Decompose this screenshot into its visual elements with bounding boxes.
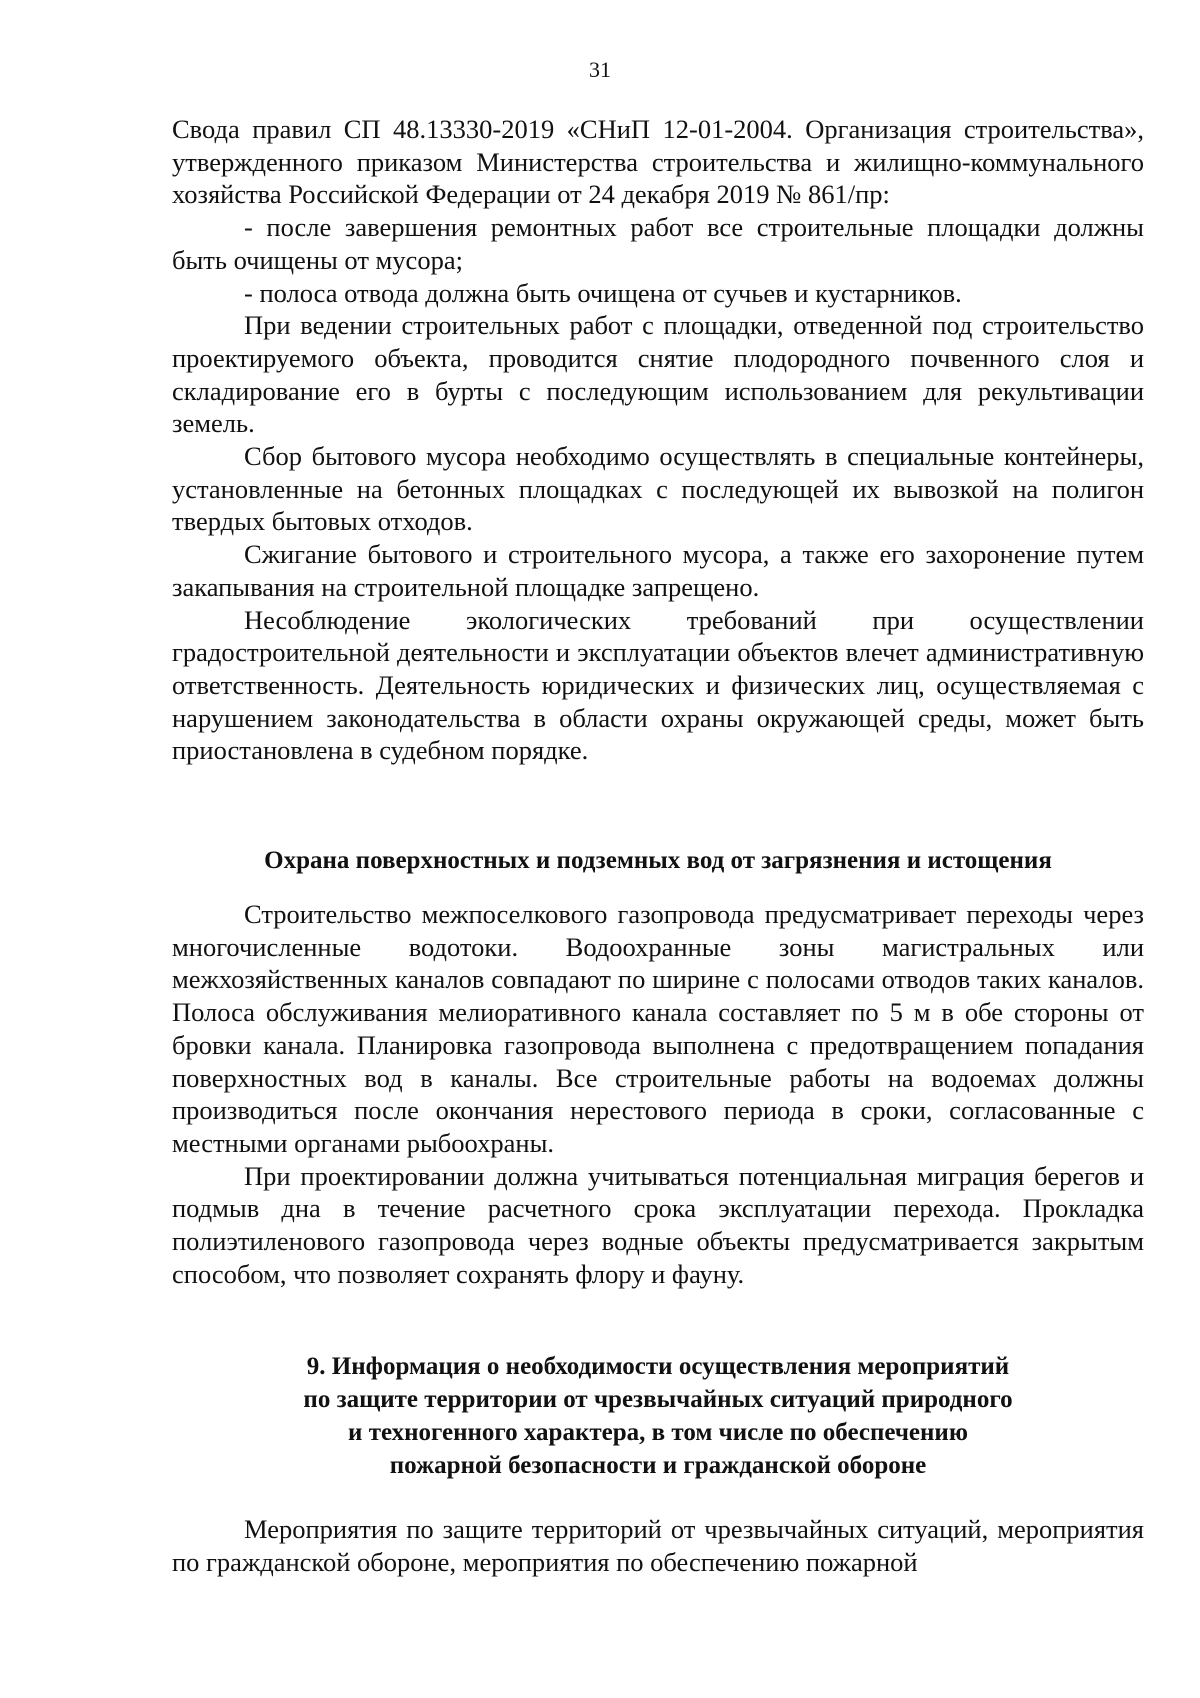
paragraph: - полоса отвода должна быть очищена от сучьев и кустарников. bbox=[244, 277, 962, 308]
paragraph: Строительство межпоселкового газопровода предусматривает переходы через многочисленные водотоки. Водоохранные зоны магистральных или межхозяйственных каналов совпадают по ширине с полосами отводов таких каналов. Полоса обслуживания мелиоративного канала составляет по 5 м в обе стороны от бровки канала. Планировка газопровода выполнена с предотвращением попадания поверхностных вод в каналы. Все строительные работы на водоемах должны производиться после окончания нерестового периода в сроки, согласованные с местными органами рыбоохраны. bbox=[172, 899, 1144, 1158]
body-text-section9 bbox=[172, 1513, 1144, 1578]
paragraph: - после завершения ремонтных работ все строительные площадки должны быть очищены от мусора; bbox=[172, 212, 1144, 275]
paragraph: Несоблюдение экологических требований при осуществлении градостроительной деятельности и эксплуатации объектов влечет административную ответственность. Деятельность юридических и физических лиц, осуществляемая с нарушением законодательства в области охраны окружающей среды, может быть приостановлена в судебном порядке. bbox=[172, 604, 1144, 766]
paragraph: При ведении строительных работ с площадки, отведенной под строительство проектируемого объекта, проводится снятие плодородного почвенного слоя и складирование его в бурты с последующим использованием для рекультивации земель. bbox=[172, 310, 1144, 439]
section-heading-water: Охрана поверхностных и подземных вод от загрязнения и истощения bbox=[264, 847, 1052, 874]
heading-line: 9. Информация о необходимости осуществления мероприятий bbox=[306, 1353, 1010, 1380]
heading-line: и техногенного характера, в том числе по обеспечению bbox=[348, 1419, 968, 1446]
heading-line: пожарной безопасности и гражданской обороне bbox=[389, 1452, 927, 1479]
section-heading-9 bbox=[172, 1350, 1144, 1482]
body-text-water bbox=[172, 898, 1144, 1290]
page-number: 31 bbox=[589, 57, 611, 82]
paragraph: Свода правил СП 48.13330-2019 «СНиП 12-01-2004. Организация строительства», утвержденного приказом Министерства строительства и жилищно-коммунального хозяйства Российской Федерации от 24 декабря 2019 № 861/пр: bbox=[172, 114, 1144, 210]
paragraph: Сжигание бытового и строительного мусора, а также его захоронение путем закапывания на строительной площадке запрещено. bbox=[172, 539, 1144, 602]
body-text-top bbox=[172, 113, 1144, 767]
paragraph: Сбор бытового мусора необходимо осуществлять в специальные контейнеры, установленные на бетонных площадках с последующей их вывозкой на полигон твердых бытовых отходов. bbox=[172, 441, 1144, 537]
paragraph: При проектировании должна учитываться потенциальная миграция берегов и подмыв дна в течение расчетного срока эксплуатации перехода. Прокладка полиэтиленового газопровода через водные объекты предусматривается закрытым способом, что позволяет сохранять флору и фауну. bbox=[172, 1160, 1144, 1289]
paragraph: Мероприятия по защите территорий от чрезвычайных ситуаций, мероприятия по гражданской обороне, мероприятия по обеспечению пожарной bbox=[172, 1514, 1144, 1577]
heading-line: по защите территории от чрезвычайных ситуаций природного bbox=[303, 1386, 1013, 1413]
